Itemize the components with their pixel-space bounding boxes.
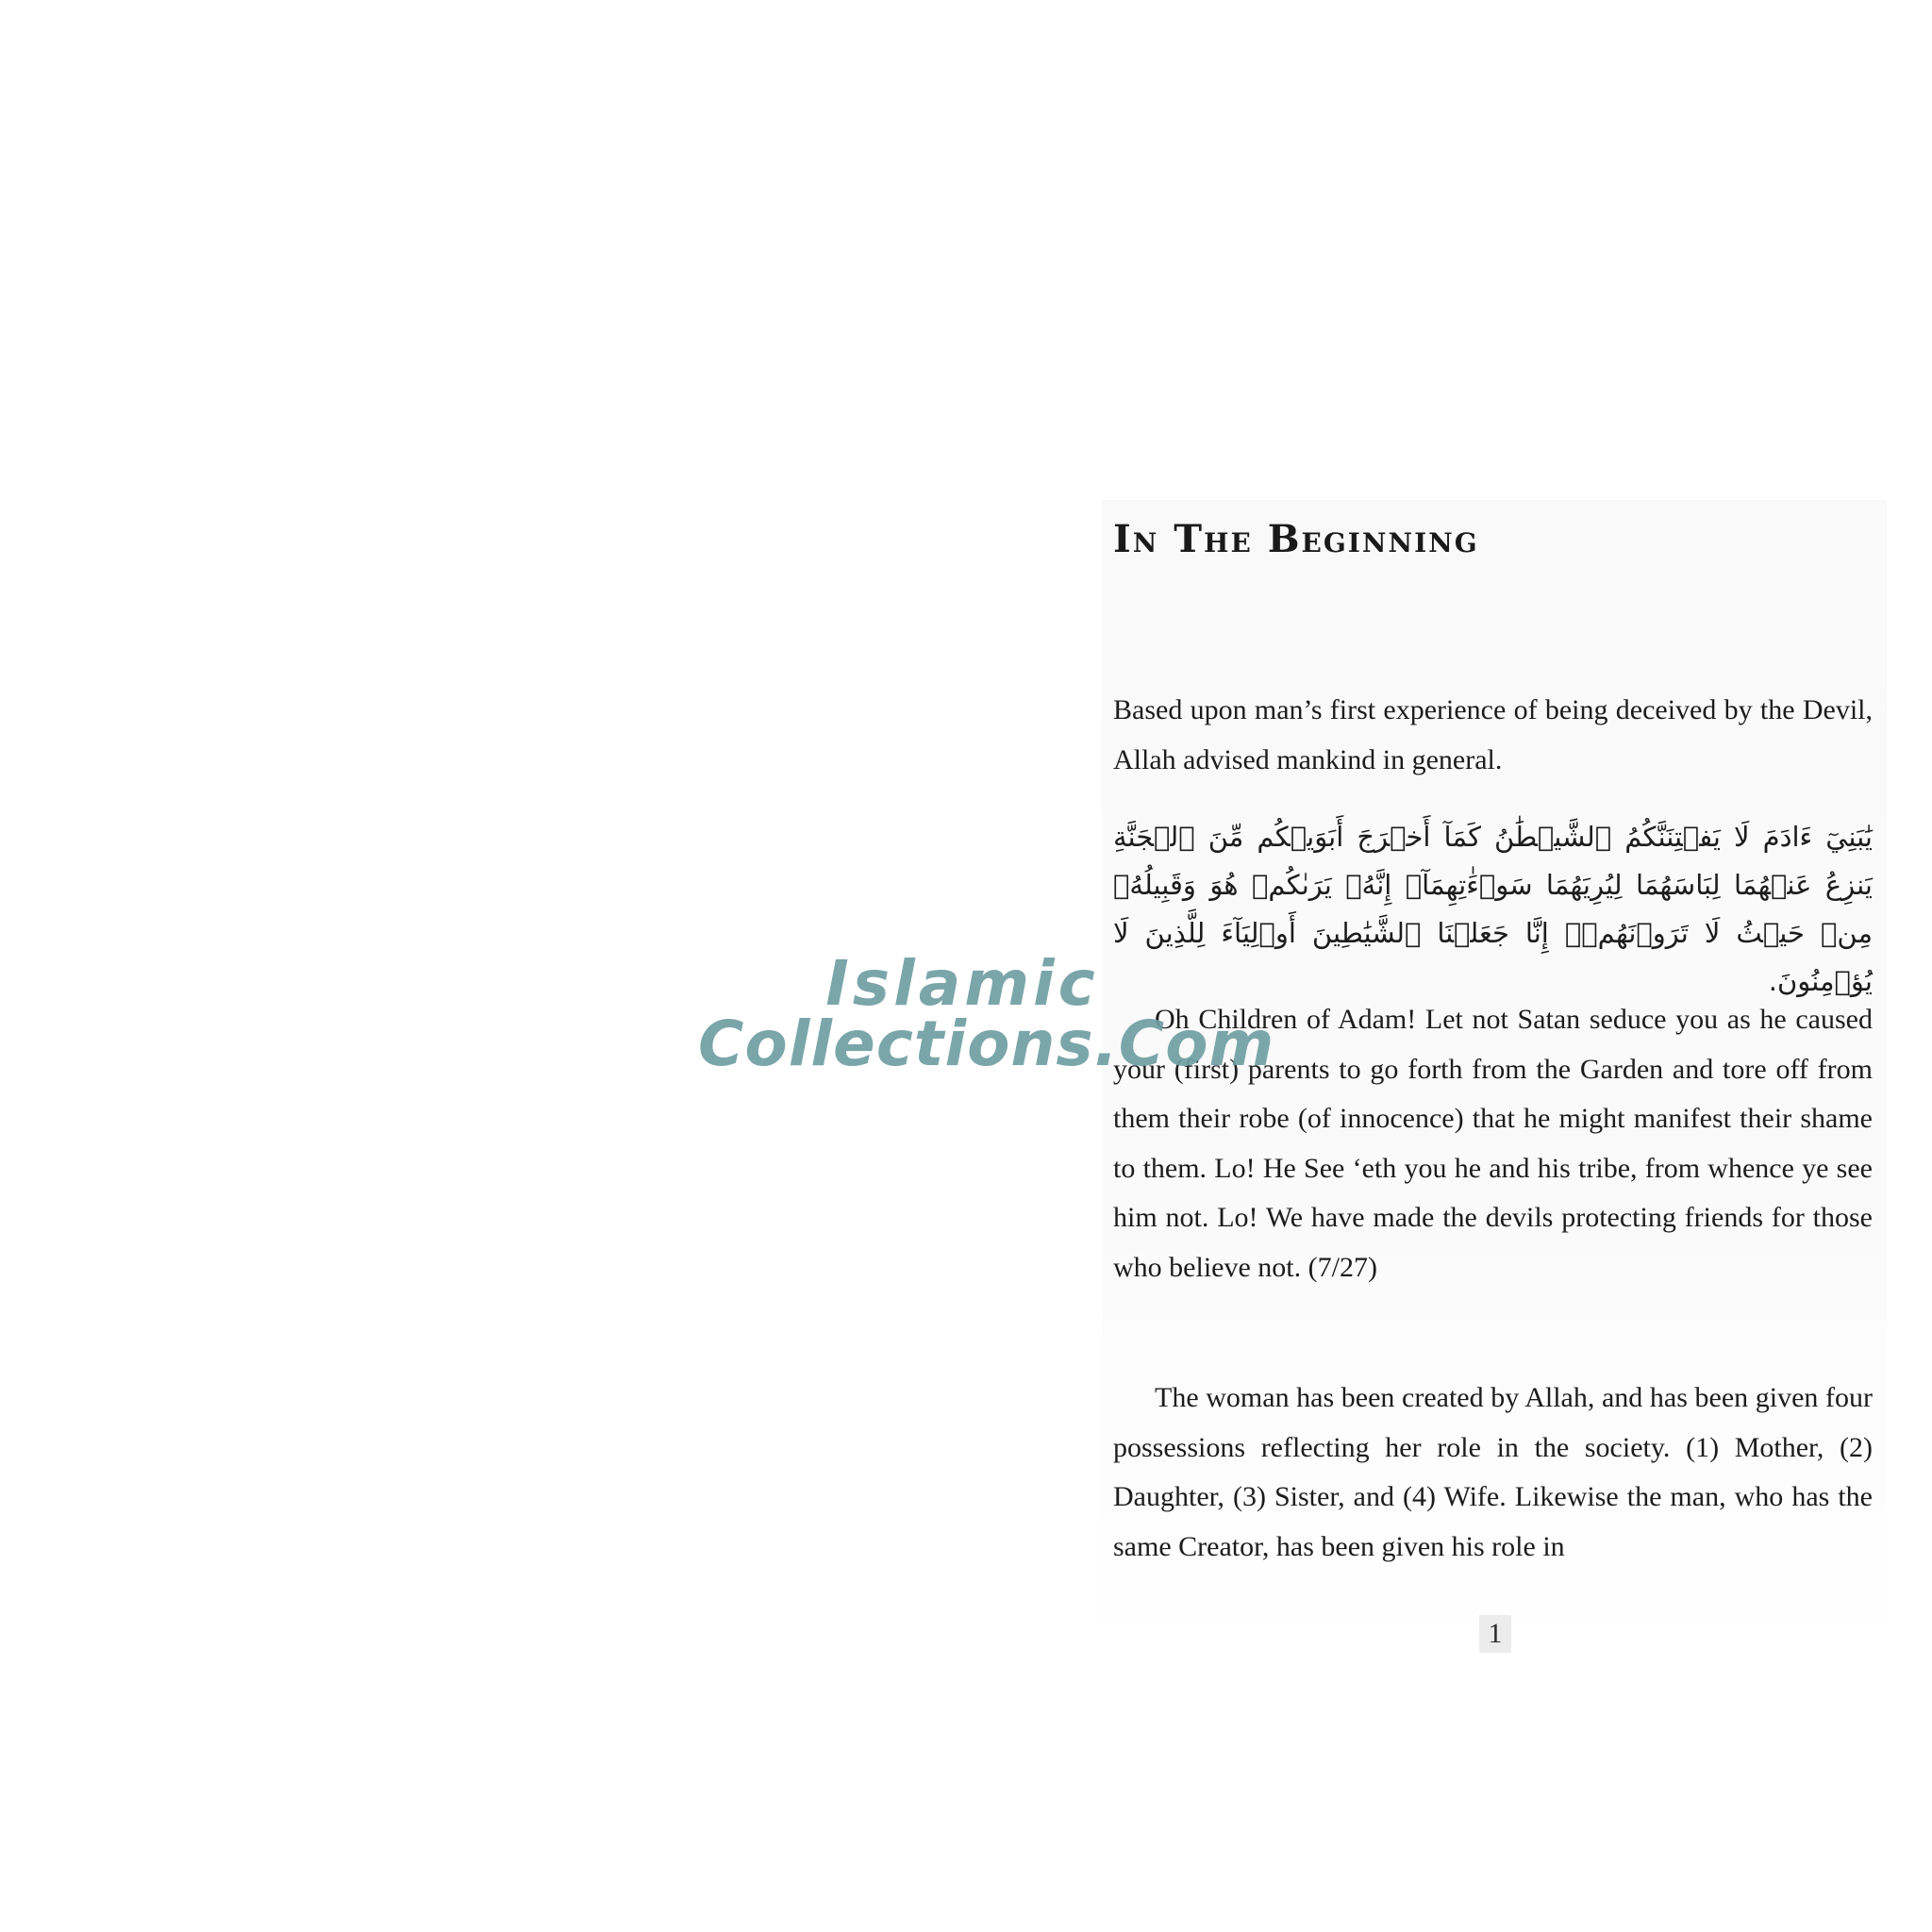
arabic-verse: يَٰبَنِيٓ ءَادَمَ لَا يَفۡتِنَنَّكُمُ ٱلشَّيۡطَٰنُ كَمَآ أَخۡرَجَ أَبَوَيۡكُم مِّنَ ٱلۡجَنَّةِ يَنزِعُ عَنۡهُمَا لِبَاسَهُمَا لِيُرِيَهُمَا سَوۡءَٰتِهِمَآۚ إِنَّهُۥ يَرَىٰكُمۡ هُوَ وَقَبِيلُهُۥ مِنۡ حَيۡثُ لَا تَرَوۡنَهُمۡۗ إِنَّا جَعَلۡنَا ٱلشَّيَٰطِينَ أَوۡلِيَآءَ لِلَّذِينَ لَا يُؤۡمِنُونَ.: [1113, 821, 1873, 997]
chapter-title: In The Beginning: [1113, 517, 1479, 561]
verse-translation: Oh Children of Adam! Let not Satan seduce you as he caused your (first) parents to go forth from the Garden and tore off from them their robe (of innocence) that he might manifest their shame to them. Lo! He See ‘eth you he and his tribe, from whence ye see him not. Lo! We have made the devils protecting friends for those who believe not. (7/27): [1113, 1004, 1873, 1283]
body-paragraph: The woman has been created by Allah, and has been given four possessions reflecting her role in the society. (1) Mother, (2) Daughter, (3) Sister, and (4) Wife. Likewise the man, who has the same Creator, has been given his role in: [1113, 1382, 1873, 1562]
intro-paragraph: Based upon man’s first experience of being deceived by the Devil, Allah advised mankind in general.: [1113, 694, 1873, 775]
watermark-line-2: Collections.Com: [698, 1008, 1275, 1080]
page-number: 1: [1479, 1615, 1511, 1653]
watermark-line-1: Islamic: [825, 947, 1099, 1020]
